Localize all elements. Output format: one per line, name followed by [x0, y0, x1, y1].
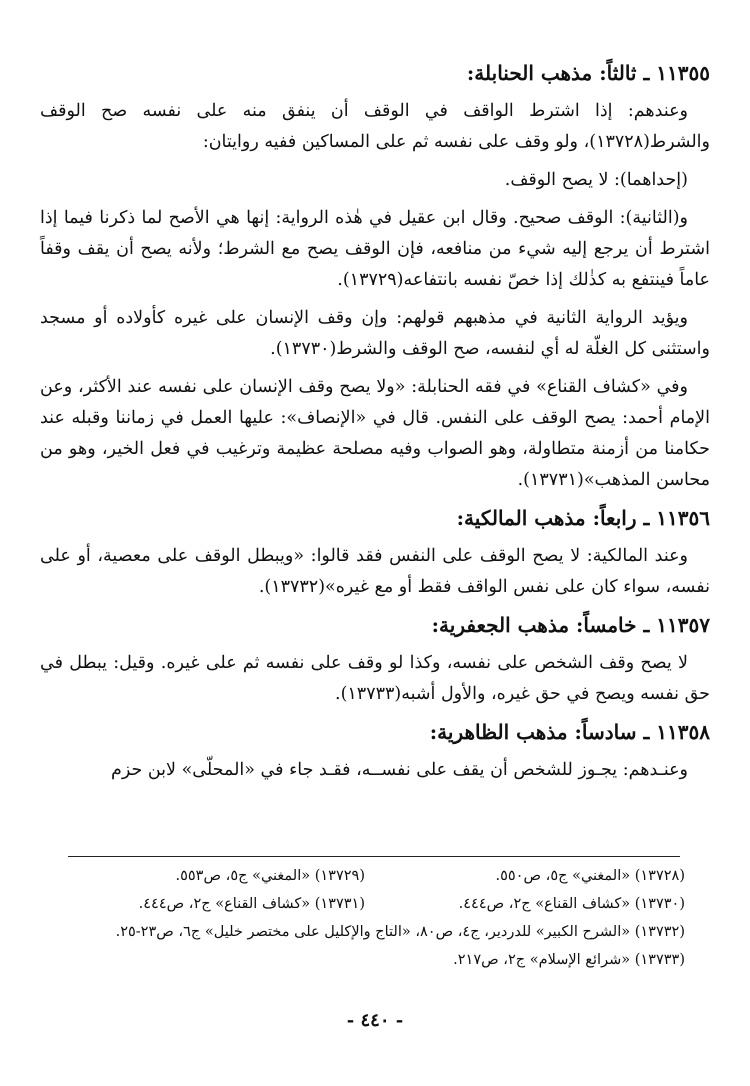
paragraph: لا يصح وقف الشخص على نفسه، وكذا لو وقف على نفسه ثم على غيره. وقيل: يبطل في حق نفسه ويصح في حق غيره، والأول أشبه(١٣٧٣٣).: [40, 653, 710, 704]
paragraph: و(الثانية): الوقف صحيح. وقال ابن عقيل في هٰذه الرواية: إنها هي الأصح لما ذكرنا فيما إذا اشترط أن يرجع إليه شيء من منافعه، فإن الوقف يصح مع الشرط؛ ولأنه يصح أن يقف وقفاً عاماً فينتفع به كذٰلك إذا خصّ نفسه بانتفاعه(١٣٧٢٩).: [40, 208, 710, 290]
section-heading-hanbali: ١١٣٥٥ ـ ثالثاً: مذهب الحنابلة:: [466, 61, 710, 85]
paragraph: وفي «كشاف القناع» في فقه الحنابلة: «ولا يصح وقف الإنسان على نفسه عند الأكثر، وعن الإمام أحمد: يصح الوقف على النفس. قال في «الإنصاف»: عليها العمل في زماننا وقبله عند حكامنا من أزمنة متطاولة، وهو الصواب وفيه مصلحة عظيمة وترغيب في فعل الخير، وهو من محاسن المذهب»(١٣٧٣١).: [40, 377, 710, 490]
page-body: [40, 58, 710, 793]
footnote-row: [40, 946, 685, 974]
footnote-row: [40, 890, 685, 918]
footnote: (١٣٧٣٢) «الشرح الكبير» للدردير، ج٤، ص٨٠، «التاج والإكليل على مختصر خليل» ج٦، ص٢٣-٢٥.: [115, 924, 685, 940]
footnote-divider: [68, 856, 680, 857]
section-heading-jafari: ١١٣٥٧ ـ خامساً: مذهب الجعفرية:: [431, 613, 710, 637]
footnotes: [40, 862, 685, 974]
footnote: (١٣٧٣٠) «كشاف القناع» ج٢، ص٤٤٤.: [458, 896, 685, 912]
footnote: (١٣٧٢٩) «المغني» ج٥، ص٥٥٣.: [175, 868, 365, 884]
footnote: (١٣٧٣٣) «شرائع الإسلام» ج٢، ص٢١٧.: [453, 952, 685, 968]
paragraph: وعندهم: إذا اشترط الواقف في الوقف أن ينفق منه على نفسه صح الوقف والشرط(١٣٧٢٨)، ولو وقف على نفسه ثم على المساكين ففيه روايتان:: [40, 101, 710, 152]
paragraph: وعنـدهم: يجـوز للشخص أن يقف على نفســه، فقـد جاء في «المحلّى» لابن حزم: [110, 760, 688, 780]
footnote: (١٣٧٢٨) «المغني» ج٥، ص٥٥٠.: [495, 868, 685, 884]
footnote: (١٣٧٣١) «كشاف القناع» ج٢، ص٤٤٤.: [138, 896, 365, 912]
section-heading-maliki: ١١٣٥٦ ـ رابعاً: مذهب المالكية:: [456, 506, 710, 530]
paragraph: (إحداهما): لا يصح الوقف.: [504, 170, 688, 190]
page-number: - ٤٤٠ -: [346, 1010, 404, 1031]
footnote-row: [40, 862, 685, 890]
paragraph: وعند المالكية: لا يصح الوقف على النفس فقد قالوا: «ويبطل الوقف على معصية، أو على نفسه، سواء كان على نفس الواقف فقط أو مع غيره»(١٣٧٣٢).: [40, 546, 710, 597]
section-heading-zahiri: ١١٣٥٨ ـ سادساً: مذهب الظاهرية:: [429, 720, 710, 744]
footnote-row: [40, 918, 685, 946]
paragraph: ويؤيد الرواية الثانية في مذهبهم قولهم: وإن وقف الإنسان على غيره كأولاده أو مسجد واستثنى كل الغلّة له أي لنفسه، صح الوقف والشرط(١٣٧٣٠).: [40, 308, 710, 359]
